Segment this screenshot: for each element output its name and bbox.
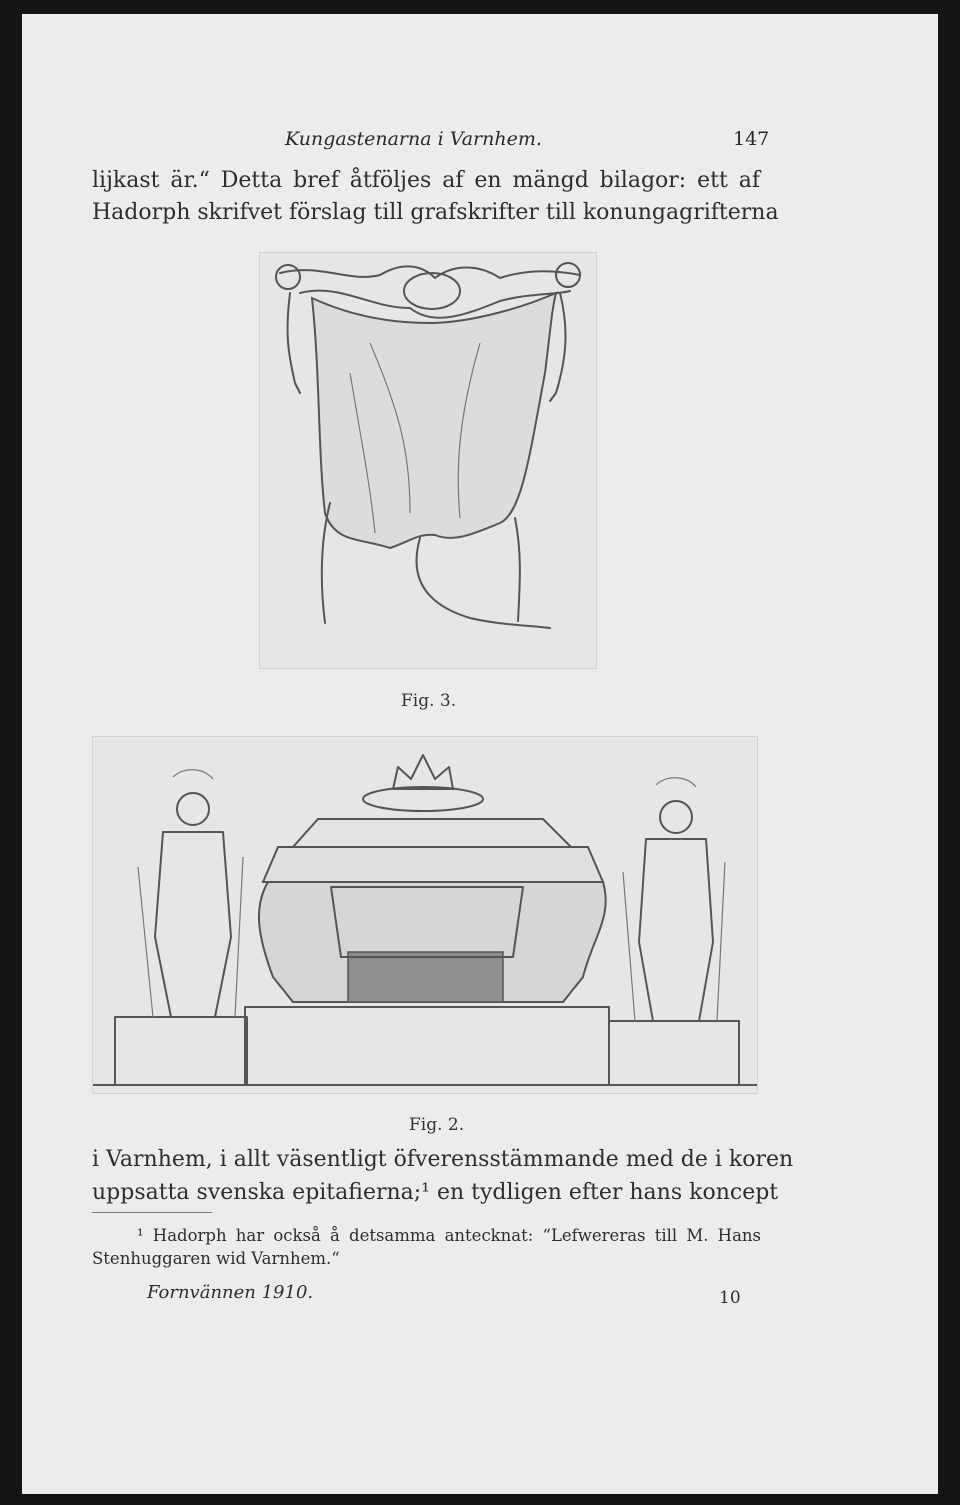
- left-knight: [138, 770, 243, 1017]
- figure-3-caption: Fig. 3.: [401, 691, 457, 711]
- figure-3-drawing: [259, 252, 597, 669]
- sarcophagus-illustration: [93, 737, 757, 1093]
- running-title: Kungastenarna i Varnhem.: [285, 128, 542, 150]
- drape-illustration: [260, 253, 596, 668]
- sheet-number: 10: [719, 1288, 741, 1308]
- body-line-4: uppsatta svenska epitafierna;¹ en tydligen efter hans koncept: [92, 1180, 779, 1205]
- journal-signature: Fornvännen 1910.: [147, 1282, 314, 1303]
- figure-2-caption: Fig. 2.: [409, 1115, 465, 1135]
- figure-2-drawing: [92, 736, 758, 1094]
- body-line-1: lijkast är.“ Detta bref åtföljes af en mängd bilagor: ett af: [92, 168, 760, 193]
- footnote-line-1: ¹ Hadorph har också å detsamma antecknat: “Lefwereras till M. Hans: [137, 1226, 761, 1245]
- page-number: 147: [733, 128, 770, 150]
- body-line-2: Hadorph skrifvet förslag till grafskrifter till konungagrifterna: [92, 200, 779, 225]
- body-line-3: i Varnhem, i allt väsentligt öfverensstämmande med de i koren: [92, 1147, 794, 1172]
- footnote-rule: [92, 1212, 212, 1213]
- right-knight: [623, 778, 725, 1021]
- footnote-line-2: Stenhuggaren wid Varnhem.“: [92, 1249, 340, 1268]
